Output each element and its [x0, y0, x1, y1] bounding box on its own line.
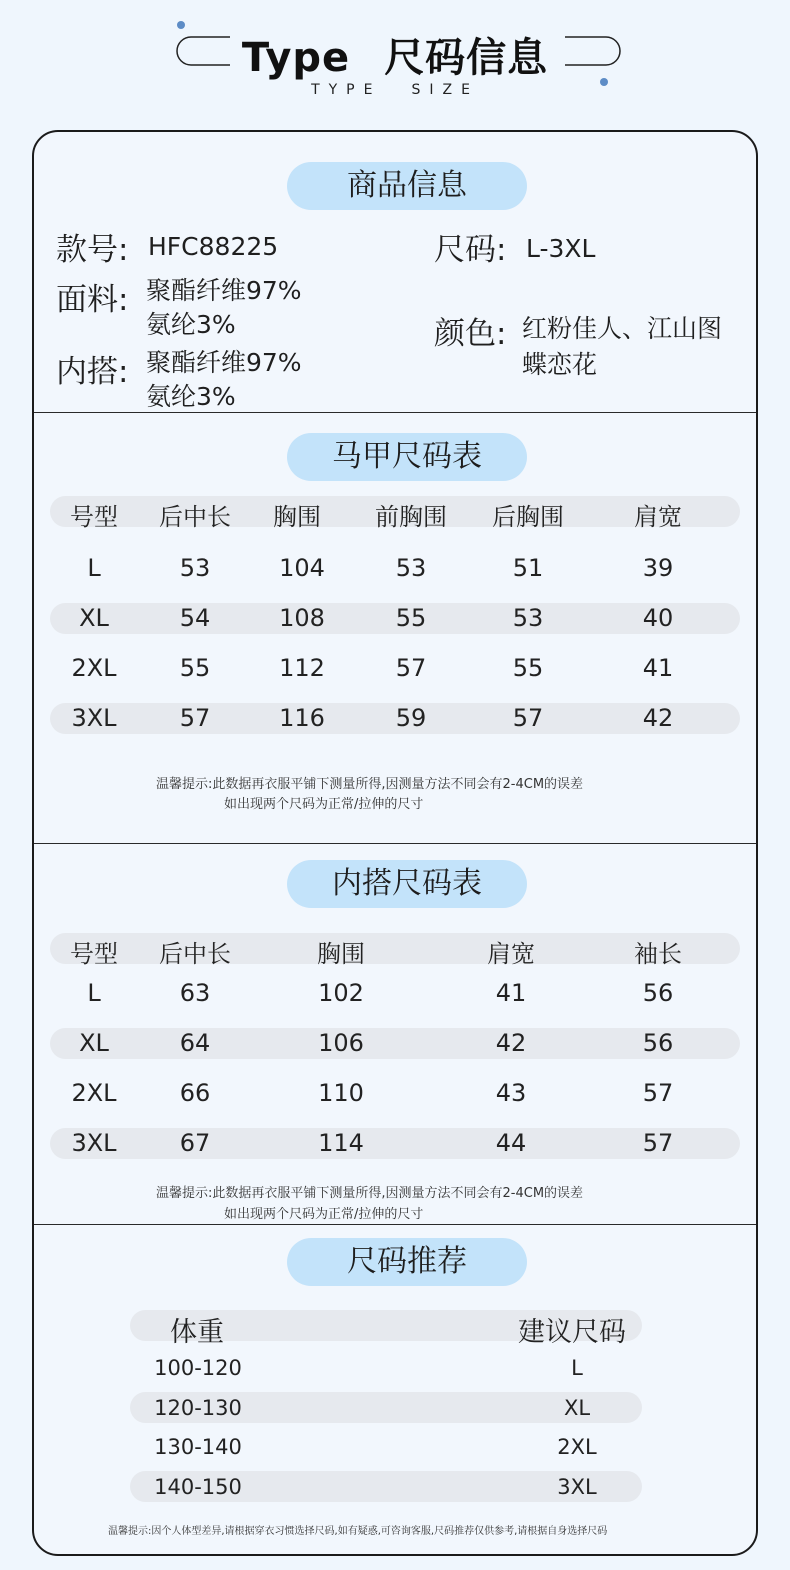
inner-cell: 42 — [495, 1029, 527, 1057]
vest-cell: XL — [79, 604, 109, 632]
vest-cell: 51 — [512, 554, 544, 582]
page-header — [0, 0, 790, 120]
vest-col-header: 后胸围 — [492, 503, 564, 531]
size-recommend-heading: 尺码推荐 — [287, 1238, 527, 1286]
inner-cell: L — [87, 979, 101, 1007]
page-subtitle-type: TYPE — [311, 82, 382, 98]
vest-cell: 2XL — [71, 654, 117, 682]
vest-cell: 3XL — [71, 704, 117, 732]
inner-col-header: 肩宽 — [487, 940, 535, 968]
recommend-weight: 120-130 — [154, 1396, 242, 1420]
vest-cell: 55 — [179, 654, 211, 682]
size-label: 尺码: — [434, 232, 507, 268]
vest-cell: 59 — [395, 704, 427, 732]
inner-note-line-1: 温馨提示:此数据再衣服平铺下测量所得,因测量方法不同会有2-4CM的误差 — [156, 1186, 584, 1201]
inner-cell: 56 — [642, 979, 674, 1007]
inner-cell: 44 — [495, 1129, 527, 1157]
recommend-size: 3XL — [557, 1475, 597, 1499]
fabric-value-1: 聚酯纤维97% — [146, 276, 302, 305]
vest-note-line-2: 如出现两个尺码为正常/拉伸的尺寸 — [224, 797, 424, 812]
recommend-size: XL — [563, 1396, 591, 1420]
vest-cell: 39 — [642, 554, 674, 582]
color-value-2: 蝶恋花 — [522, 350, 598, 379]
vest-cell: 57 — [395, 654, 427, 682]
fabric-label: 面料: — [56, 282, 129, 318]
page-title-cn: 尺码信息 — [384, 35, 549, 81]
recommend-note: 温馨提示:因个人体型差异,请根据穿衣习惯选择尺码,如有疑惑,可咨询客服,尺码推荐仅供参考,请根据自身选择尺码 — [108, 1526, 608, 1537]
recommend-weight: 100-120 — [154, 1356, 242, 1380]
lining-label: 内搭: — [56, 354, 129, 390]
inner-cell: XL — [79, 1029, 109, 1057]
inner-cell: 67 — [179, 1129, 211, 1157]
inner-cell: 64 — [179, 1029, 211, 1057]
inner-cell: 63 — [179, 979, 211, 1007]
vest-col-header: 前胸围 — [375, 503, 447, 531]
vest-size-heading: 马甲尺码表 — [287, 433, 527, 481]
inner-cell: 56 — [642, 1029, 674, 1057]
recommend-size: L — [571, 1356, 583, 1380]
lining-value-1: 聚酯纤维97% — [146, 348, 302, 377]
style-no-value: HFC88225 — [148, 232, 279, 261]
section-divider — [34, 1224, 756, 1225]
recommend-weight: 130-140 — [154, 1435, 242, 1459]
color-value-1: 红粉佳人、江山图 — [522, 314, 723, 343]
vest-col-header: 胸围 — [273, 503, 321, 531]
inner-cell: 106 — [318, 1029, 364, 1057]
inner-col-header: 号型 — [70, 940, 118, 968]
inner-cell: 114 — [318, 1129, 364, 1157]
lining-value-2: 氨纶3% — [146, 382, 236, 411]
size-value: L-3XL — [526, 234, 596, 263]
page-subtitle — [0, 82, 790, 98]
inner-row-band — [50, 1128, 740, 1159]
size-info-card — [32, 130, 758, 1556]
inner-cell: 3XL — [71, 1129, 117, 1157]
recommend-weight: 140-150 — [154, 1475, 242, 1499]
vest-cell: 53 — [512, 604, 544, 632]
inner-col-header: 后中长 — [159, 940, 231, 968]
vest-note-line-1: 温馨提示:此数据再衣服平铺下测量所得,因测量方法不同会有2-4CM的误差 — [156, 777, 584, 792]
vest-cell: 104 — [279, 554, 325, 582]
product-info-heading: 商品信息 — [287, 162, 527, 210]
inner-size-heading: 内搭尺码表 — [287, 860, 527, 908]
page-title — [0, 26, 790, 83]
vest-cell: 41 — [642, 654, 674, 682]
vest-cell: 53 — [395, 554, 427, 582]
section-divider — [34, 412, 756, 413]
section-divider — [34, 843, 756, 844]
vest-col-header: 号型 — [70, 503, 118, 531]
vest-cell: L — [87, 554, 101, 582]
vest-cell: 108 — [279, 604, 325, 632]
inner-row-band — [50, 1028, 740, 1059]
inner-note-line-2: 如出现两个尺码为正常/拉伸的尺寸 — [224, 1207, 424, 1222]
color-label: 颜色: — [434, 316, 507, 352]
vest-cell: 42 — [642, 704, 674, 732]
vest-col-header: 后中长 — [159, 503, 231, 531]
vest-cell: 55 — [395, 604, 427, 632]
style-no-label: 款号: — [56, 232, 129, 268]
inner-cell: 57 — [642, 1079, 674, 1107]
vest-cell: 55 — [512, 654, 544, 682]
inner-cell: 43 — [495, 1079, 527, 1107]
inner-cell: 102 — [318, 979, 364, 1007]
vest-cell: 57 — [512, 704, 544, 732]
inner-cell: 110 — [318, 1079, 364, 1107]
vest-cell: 116 — [279, 704, 325, 732]
fabric-value-2: 氨纶3% — [146, 310, 236, 339]
inner-cell: 66 — [179, 1079, 211, 1107]
vest-col-header: 肩宽 — [634, 503, 682, 531]
vest-cell: 53 — [179, 554, 211, 582]
vest-cell: 57 — [179, 704, 211, 732]
recommend-size: 2XL — [557, 1435, 597, 1459]
inner-col-header: 袖长 — [634, 940, 682, 968]
size-col-header: 建议尺码 — [518, 1317, 626, 1348]
page-subtitle-size: SIZE — [411, 82, 479, 98]
inner-cell: 41 — [495, 979, 527, 1007]
weight-col-header: 体重 — [170, 1317, 224, 1348]
vest-cell: 54 — [179, 604, 211, 632]
inner-col-header: 胸围 — [317, 940, 365, 968]
inner-cell: 2XL — [71, 1079, 117, 1107]
vest-cell: 40 — [642, 604, 674, 632]
vest-cell: 112 — [279, 654, 325, 682]
inner-cell: 57 — [642, 1129, 674, 1157]
page-title-en: Type — [241, 35, 351, 81]
